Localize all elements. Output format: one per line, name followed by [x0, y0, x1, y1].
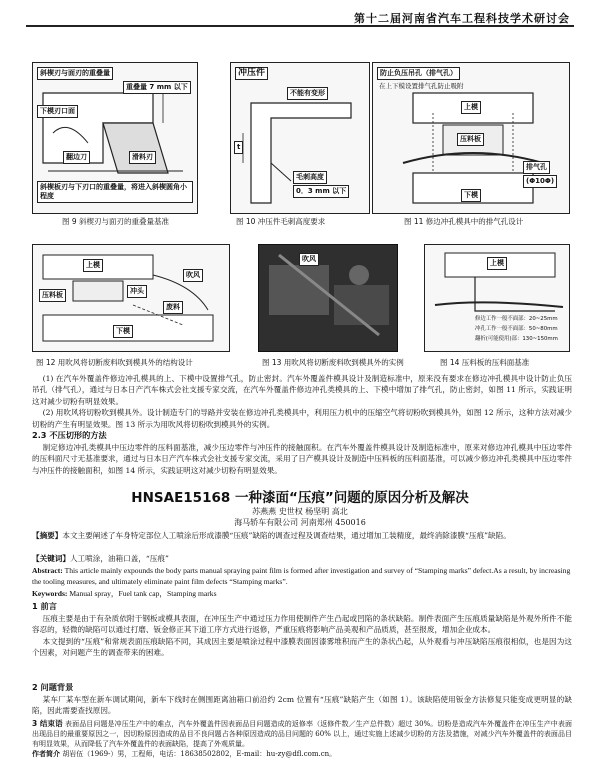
- figure-10-caption: 图 10 冲压件毛刺高度要求: [236, 217, 326, 226]
- fig11-upper-label: 上模: [461, 101, 481, 114]
- figure-9: [32, 62, 198, 214]
- body-paragraph: 压痕主要是由于有杂质依附于钢板或模具表面，在冲压生产中通过压力作用使制件产生凸起或凹陷的条状缺陷。制件表面产生压痕质量缺陷是外观外所件不能容忍的，轻微的缺陷可以通过打磨、钣金修正其下道工序方式进行返修，严重压痕将影响产品美观和产品质质，甚至报废，增加企业成本。: [32, 614, 572, 635]
- keywords-en-text: Manual spray，Fuel tank cap，Stamping marks: [69, 589, 217, 598]
- fig12-upper-label: 上模: [83, 259, 103, 272]
- fig9-lower-pad-label: 下模刃口面: [37, 105, 78, 118]
- fig9-note-label: 斜楔板刃与下刃口的重叠量，将进入斜楔圆角小程度: [37, 181, 193, 203]
- fig14-upper-label: 上模: [487, 257, 507, 270]
- keywords-cn: [32, 553, 572, 564]
- figure-10: [230, 62, 370, 214]
- fig9-overlap-label: 重叠量 7 mm 以下: [123, 81, 191, 94]
- article-authors: [0, 506, 600, 528]
- section-2-3-heading: 2.3 不压切形的方法: [32, 430, 107, 440]
- abstract-cn: [32, 530, 572, 541]
- keywords-en: [32, 588, 572, 599]
- keywords-cn-label: 【关键词】: [32, 554, 70, 563]
- keywords-cn-text: 人工喷涂，油箱口盖，“压痕”: [69, 554, 169, 563]
- fig12-punch-label: 冲头: [127, 285, 147, 298]
- figure-11-caption: 图 11 修边冲孔模具中的排气孔设计: [404, 217, 524, 226]
- article-title: HNSAE15168 一种漆面“压痕”问题的原因分析及解决: [131, 490, 469, 506]
- fig12-scrap-label: 废料: [163, 301, 183, 314]
- figure-13-caption: 图 13 用吹风将切断废料吹到模具外的实例: [262, 358, 404, 367]
- fig10-deform-label: 不能有变形: [287, 87, 328, 100]
- author-bio: [32, 749, 572, 759]
- abstract-en: [32, 565, 572, 588]
- fig10-title-label: 冲压件: [235, 67, 268, 80]
- section-2-heading: 2 问题背景: [32, 682, 74, 692]
- figure-13-drawing: [259, 245, 397, 351]
- fig11-punch-label: 压料板: [457, 133, 484, 146]
- fig10-t-label: t: [234, 141, 243, 154]
- fig12-lower-label: 下模: [113, 325, 133, 338]
- figure-14: [424, 244, 570, 352]
- author-bio-heading: 作者简介: [32, 749, 60, 758]
- abstract-cn-label: 【摘要】: [32, 531, 63, 540]
- abstract-cn-text: 本文主要阐述了车身特定部位人工喷涂后形成漆膜“压痕”缺陷的调查过程及调查结果，通过增加工装精度，最终消除漆膜“压痕”缺陷。: [62, 531, 511, 540]
- fig14-ref3: 翻折(可能使用)部：130~150mm: [475, 336, 558, 342]
- fig9-flange-label: 翻边刀: [63, 151, 90, 164]
- figure-14-caption: 图 14 压料板的压料面基准: [440, 358, 530, 367]
- abstract-en-text: This article mainly expounds the body parts manual spraying paint film is formed after investigation and survey of “Stamping marks” defect.As a result, by increasing the tooling measures, and ultimately eliminate paint film defects “Stamping marks”.: [32, 566, 571, 587]
- figure-11: [372, 62, 570, 214]
- fig11-note-label: 在上下模设置排气孔防止吸附: [379, 82, 464, 90]
- fig11-vent-label: 排气孔: [523, 161, 550, 174]
- section-1-text: [32, 613, 572, 659]
- author-names: 苏燕燕 史世权 杨坚明 高北: [252, 507, 348, 516]
- body-paragraph: 制定修边冲孔类模具中压边零件的压料面基准，减少压边零件与冲压件的接触面积。在汽车外覆盖件模具设计及制造标准中，原来对修边冲孔模具中压边零件的压料面尺寸无基准要求，通过与日本日产汽车株式会社支援专家交流，采用了日产模具设计及制造中压料板的压料面基准，可以减少修边冲孔类模具中压边零件与冲压件的接触面积，如图 14 所示，实践证明这对减少切粉有明显效果。: [32, 443, 572, 475]
- abstract-en-label: Abstract:: [32, 566, 63, 575]
- conclusion-and-bio: [32, 718, 572, 759]
- figure-9-caption: 图 9 斜楔刃与面刃的重叠量基准: [62, 217, 170, 226]
- fig11-vent-size-label: (Φ10Φ): [523, 175, 557, 188]
- fig11-title-label: 防止负压吊孔（排气孔）: [377, 67, 460, 80]
- fig12-pad-label: 压料板: [39, 289, 66, 302]
- body-paragraph: 某车厂某车型在新车调试期间，新车下线时在侧围距离油箱口前沿约 2cm 位置有“压痕”缺陷产生（如图 1）。该缺陷使用钣金方法修复只能变成更明显的缺陷，因此需要查找原因。: [32, 695, 572, 716]
- body-paragraph: 本文提到的“压痕”和常规表面压痕缺陷不同，其成因主要是喷涂过程中漆膜表面因漆雾堆积而产生的条状凸起，从外观看与冲压缺陷压痕很相似，也是因为这个因素，对问题产生的调查带来的困难。: [32, 636, 572, 658]
- section-2-3-text: [32, 442, 572, 476]
- conclusion-heading: 3 结束语: [32, 719, 63, 728]
- fig9-slider-label: 滑料刃: [129, 151, 156, 164]
- author-affiliation: 海马轿车有限公司 河南郑州 450016: [234, 518, 366, 527]
- journal-title: 第十二届河南省汽车工程科技学术研讨会: [354, 12, 570, 25]
- section-2-text: [32, 694, 572, 717]
- fig9-title-label: 斜楔刃与面刃的重叠量: [37, 67, 113, 80]
- body-paragraph: (2) 用吹风将切粉吹到模具外。设计制造专门的导路并安装在修边冲孔类模具中，利用压力机中的压缩空气将切粉吹到模具外，如图 12 所示，这种方法对减少切粉的产生有明显效果。图 13 所示为用吹风将切粉吹到模具外的实例。: [32, 408, 572, 429]
- author-bio-text: 胡岩伍（1969-）男，工程师，电话：18638502802，E-mail：hu-zy@dfl.com.cn。: [62, 750, 337, 758]
- body-part1: [32, 373, 572, 430]
- keywords-en-label: Keywords:: [32, 589, 68, 598]
- conclusion-text: 表面品目问题是冲压生产中的难点，汽车外覆盖件因表面品目问题造成的返修率（返修件数／生产总件数）超过 30%。切粉是造成汽车外覆盖件在冲压生产中表面出现品目的最重要原因之一，因切粉原因造成的品目不良问题占各种原因造成的品目问题的 60% 以上，通过实施上述减少切粉的方法及措施，对减少汽车外覆盖件的表面品目有明显效果，从而降低了汽车外覆盖件的表面缺陷，提高了外观质量。: [32, 720, 572, 748]
- fig14-ref2: 冲孔工作一般不面部：50~80mm: [475, 326, 558, 332]
- figure-12: [32, 244, 230, 352]
- section-1-heading: 1 前言: [32, 601, 57, 611]
- header-rule: [26, 25, 574, 27]
- fig13-air-label: 吹风: [299, 253, 319, 266]
- fig10-burr-label: 毛刺高度: [293, 171, 327, 184]
- fig14-ref1: 修边工作一般不面部：20~25mm: [475, 316, 558, 322]
- page-header: [0, 0, 600, 26]
- body-paragraph: (1) 在汽车外覆盖件修边冲孔模具的上、下模中设置排气孔，防止密封。汽车外覆盖件模具设计及制造标准中，原来没有要求在修边冲孔模具中设计防止负压吊孔（排气孔），通过与日本日产汽车株式会社支援专家交流，在汽车外覆盖件修边冲孔类模具的上、下模中增加了排气孔，防止密封，如图 11 所示，实践证明这对减少切粉有明显效果。: [32, 374, 572, 406]
- figure-12-caption: 图 12 用吹风将切断废料吹到模具外的结构设计: [36, 358, 193, 367]
- fig11-lower-label: 下模: [461, 189, 481, 202]
- fig12-air-label: 吹风: [183, 269, 203, 282]
- fig10-burr-value: 0．3 mm 以下: [293, 185, 349, 198]
- figure-13-photo: [258, 244, 398, 352]
